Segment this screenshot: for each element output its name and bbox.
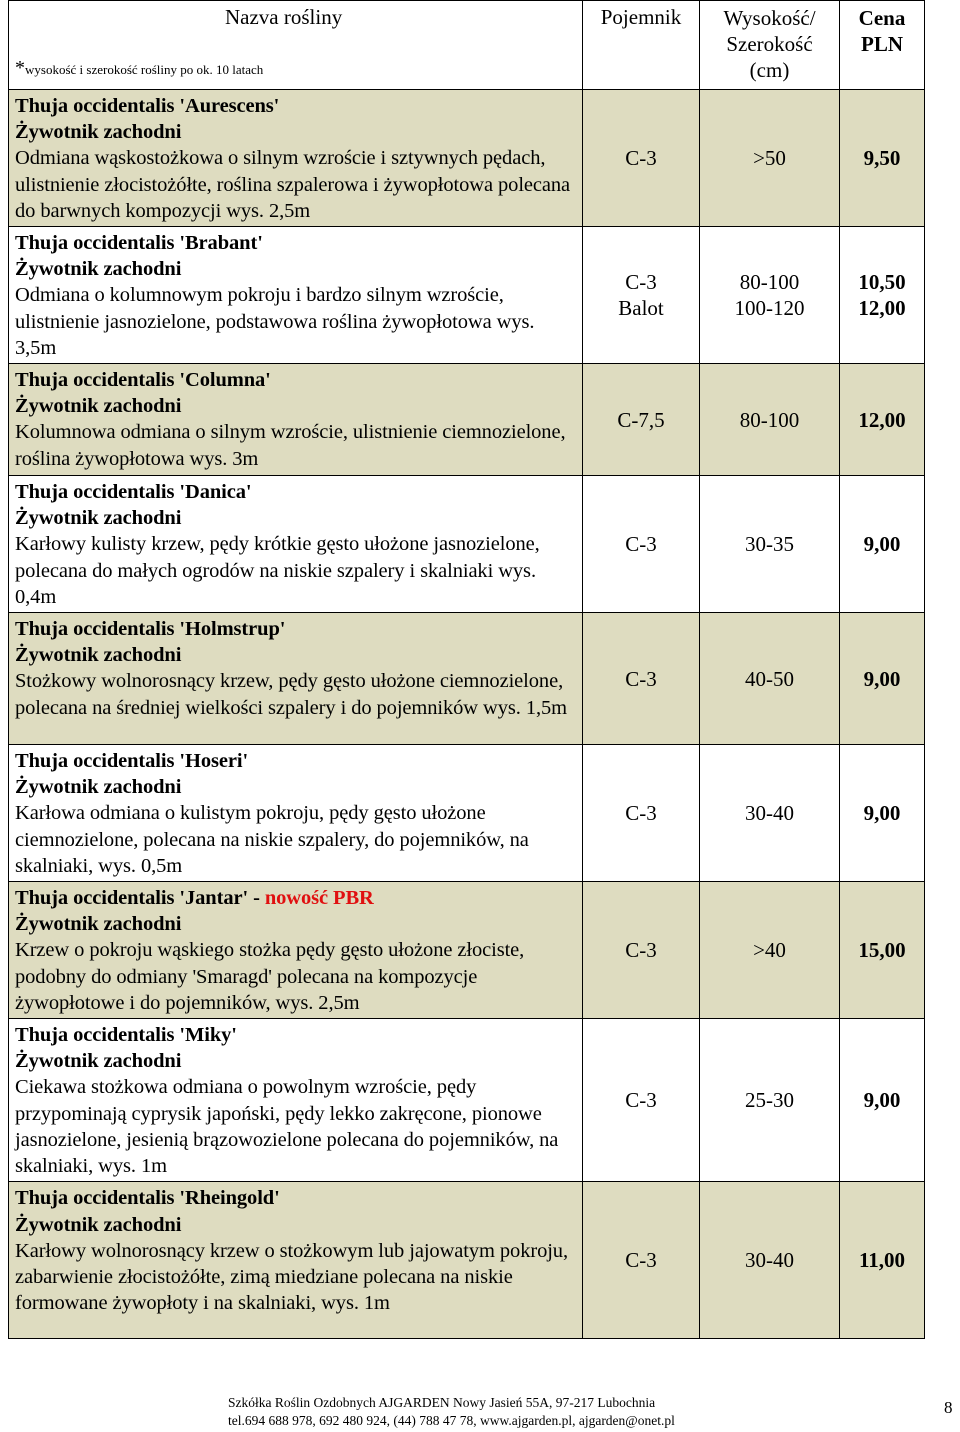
pot-value: C-3	[625, 146, 657, 170]
plant-common-name: Żywotnik zachodni	[15, 1050, 182, 1073]
table-row	[9, 613, 925, 745]
pot-value: C-3	[625, 1248, 657, 1273]
pot-value: C-3	[625, 666, 657, 691]
plant-name	[15, 885, 576, 911]
pot-cell	[583, 1182, 700, 1339]
plant-name	[15, 93, 576, 119]
plant-description-cell	[9, 364, 583, 476]
size-value: 25-30	[745, 1088, 794, 1113]
size-cell	[700, 613, 840, 745]
plant-description-text: Odmiana o kolumnowym pokroju i bardzo silnym wzroście, ulistnienie jasnozielone, podstawowa roślina żywopłotowa wys. 3,5m	[15, 284, 535, 359]
note-text: wysokość i szerokość rośliny po ok. 10 latach	[25, 62, 264, 77]
pot-cell	[583, 613, 700, 745]
price-value: 12,00	[858, 296, 906, 321]
size-value: 100-120	[734, 296, 805, 321]
header-pot-cell	[583, 1, 700, 90]
plant-name	[15, 479, 576, 505]
pot-cell	[583, 227, 700, 364]
plant-name	[15, 1022, 576, 1048]
table-row	[9, 1182, 925, 1339]
price-cell	[840, 227, 925, 364]
pot-value: C-3	[625, 801, 657, 826]
price-value: 12,00	[858, 407, 906, 432]
plant-name	[15, 616, 576, 642]
price-cell	[840, 745, 925, 882]
plant-name-text: Thuja occidentalis 'Columna'	[15, 369, 271, 392]
footer	[228, 1394, 748, 1430]
price-value: 9,00	[863, 532, 901, 557]
plant-description-text: Odmiana wąskostożkowa o silnym wzroście i sztywnych pędach, ulistnienie złocistożółte, roślina szpalerowa i żywopłotowa polecana do barwnych kompozycji wys. 2,5m	[15, 147, 571, 222]
pot-cell	[583, 745, 700, 882]
price-cell	[840, 1182, 925, 1339]
plant-common-name: Żywotnik zachodni	[15, 644, 182, 667]
size-cell	[700, 1019, 840, 1182]
price-cell	[840, 364, 925, 476]
pot-value: C-3	[625, 532, 657, 557]
pot-value: C-3	[625, 1088, 657, 1113]
price-value: 9,00	[863, 666, 901, 691]
price-cell	[840, 882, 925, 1019]
plant-common-name: Żywotnik zachodni	[15, 1213, 182, 1236]
pot-cell	[583, 476, 700, 613]
size-cell	[700, 90, 840, 227]
plant-description-text: Stożkowy wolnorosnący krzew, pędy gęsto ułożone ciemnozielone, polecana na średniej wielkości szpalery i do pojemników wys. 1,5m	[15, 670, 567, 719]
pot-value: C-7,5	[617, 407, 665, 432]
price-table	[8, 0, 925, 1339]
pot-value: C-3	[625, 270, 657, 295]
plant-common-name: Żywotnik zachodni	[15, 913, 182, 936]
header-price-label-2: PLN	[861, 32, 903, 56]
plant-description-cell	[9, 745, 583, 882]
plant-name	[15, 1185, 576, 1211]
size-cell	[700, 745, 840, 882]
table-row	[9, 1019, 925, 1182]
plant-common-name: Żywotnik zachodni	[15, 121, 182, 144]
pot-value: C-3	[625, 938, 657, 963]
plant-name-text: Thuja occidentalis 'Brabant'	[15, 232, 263, 255]
footer-address: Szkółka Roślin Ozdobnych AJGARDEN Nowy Jasień 55A, 97-217 Lubochnia	[228, 1395, 656, 1410]
plant-description-cell	[9, 1019, 583, 1182]
header-size-label-3: (cm)	[749, 58, 790, 82]
size-value: 30-40	[745, 1248, 794, 1273]
plant-description-text: Karłowa odmiana o kulistym pokroju, pędy gęsto ułożone ciemnozielone, polecana na niskie szpalery, do pojemników, na skalniaki, wys. 0,5m	[15, 802, 529, 877]
header-pot-label: Pojemnik	[600, 5, 682, 29]
plant-description-text: Karłowy kulisty krzew, pędy krótkie gęsto ułożone jasnozielone, polecana do małych ogrodów na niskie szpalery i skalniaki wys. 0,4m	[15, 533, 540, 608]
header-name-cell	[9, 1, 583, 90]
size-cell	[700, 882, 840, 1019]
price-value: 9,00	[863, 801, 901, 826]
price-value: 9,00	[863, 1088, 901, 1113]
plant-name	[15, 748, 576, 774]
size-value: 80-100	[739, 407, 800, 432]
plant-description-text: Kolumnowa odmiana o silnym wzroście, ulistnienie ciemnozielone, roślina żywopłotowa wys. 3m	[15, 421, 566, 470]
size-value: 30-40	[745, 801, 794, 826]
table-row	[9, 90, 925, 227]
plant-description-text: Krzew o pokroju wąskiego stożka pędy gęsto ułożone złociste, podobny do odmiany 'Smaragd' polecana na kompozycje żywopłotowe i do pojemników, wys. 2,5m	[15, 939, 525, 1014]
header-size-cell	[700, 1, 840, 90]
size-cell	[700, 364, 840, 476]
plant-name	[15, 230, 576, 256]
price-value: 10,50	[858, 270, 906, 295]
size-cell	[700, 476, 840, 613]
size-value: 30-35	[745, 532, 794, 557]
pot-cell	[583, 90, 700, 227]
price-value: 11,00	[858, 1248, 906, 1273]
size-value: >40	[753, 938, 786, 963]
plant-name-text: Thuja occidentalis 'Danica'	[15, 481, 252, 504]
plant-common-name: Żywotnik zachodni	[15, 258, 182, 281]
plant-description-cell	[9, 90, 583, 227]
size-cell	[700, 227, 840, 364]
plant-description-text: Ciekawa stożkowa odmiana o powolnym wzroście, pędy przypominają cyprysik japoński, pędy lekko zakręcone, pionowe jasnozielone, jesienią brązowozielone polecana do pojemników, na skalniaki, wys. 1m	[15, 1076, 559, 1178]
price-cell	[840, 476, 925, 613]
table-row	[9, 745, 925, 882]
page-number: 8	[944, 1398, 953, 1417]
plant-name-text: Thuja occidentalis 'Holmstrup'	[15, 618, 286, 641]
size-cell	[700, 1182, 840, 1339]
plant-description-cell	[9, 227, 583, 364]
plant-name-text: Thuja occidentalis 'Rheingold'	[15, 1187, 280, 1210]
note-star: *	[15, 57, 25, 79]
table-row	[9, 882, 925, 1019]
plant-description-cell	[9, 1182, 583, 1339]
header-size-label-1: Wysokość/	[723, 6, 816, 30]
plant-name-text: Thuja occidentalis 'Jantar' -	[15, 887, 265, 910]
price-value: 9,50	[863, 146, 901, 170]
plant-common-name: Żywotnik zachodni	[15, 395, 182, 418]
price-value: 15,00	[858, 938, 906, 963]
plant-description-cell	[9, 613, 583, 745]
plant-description-cell	[9, 476, 583, 613]
price-cell	[840, 613, 925, 745]
size-value: 40-50	[745, 666, 794, 691]
table-row	[9, 364, 925, 476]
pot-cell	[583, 882, 700, 1019]
header-price-cell	[840, 1, 925, 90]
pot-cell	[583, 364, 700, 476]
plant-common-name: Żywotnik zachodni	[15, 776, 182, 799]
plant-description-text: Karłowy wolnorosnący krzew o stożkowym lub jajowatym pokroju, zabarwienie złocistożółte, zimą miedziane polecana na niskie formowane żywopłoty i na skalniaki, wys. 1m	[15, 1239, 568, 1315]
pot-value: Balot	[618, 296, 664, 321]
plant-name-text: Thuja occidentalis 'Miky'	[15, 1024, 237, 1047]
price-cell	[840, 90, 925, 227]
plant-name-text: Thuja occidentalis 'Aurescens'	[15, 95, 280, 117]
plant-name	[15, 367, 576, 393]
footer-contact: tel.694 688 978, 692 480 924, (44) 788 47 78, www.ajgarden.pl, ajgarden@onet.pl	[228, 1413, 675, 1428]
table-row	[9, 476, 925, 613]
size-value: >50	[753, 146, 786, 170]
header-size-label-2: Szerokość	[726, 32, 813, 56]
plant-description-cell	[9, 882, 583, 1019]
header-price-label-1: Cena	[858, 6, 906, 30]
price-cell	[840, 1019, 925, 1182]
pot-cell	[583, 1019, 700, 1182]
table-header-row	[9, 1, 925, 90]
header-size-note	[15, 57, 263, 80]
plant-common-name: Żywotnik zachodni	[15, 507, 182, 530]
new-variety-badge: nowość PBR	[264, 887, 374, 910]
header-name-label: Nazva rośliny	[225, 5, 343, 29]
size-value: 80-100	[739, 270, 800, 295]
table-row	[9, 227, 925, 364]
plant-name-text: Thuja occidentalis 'Hoseri'	[15, 750, 249, 773]
